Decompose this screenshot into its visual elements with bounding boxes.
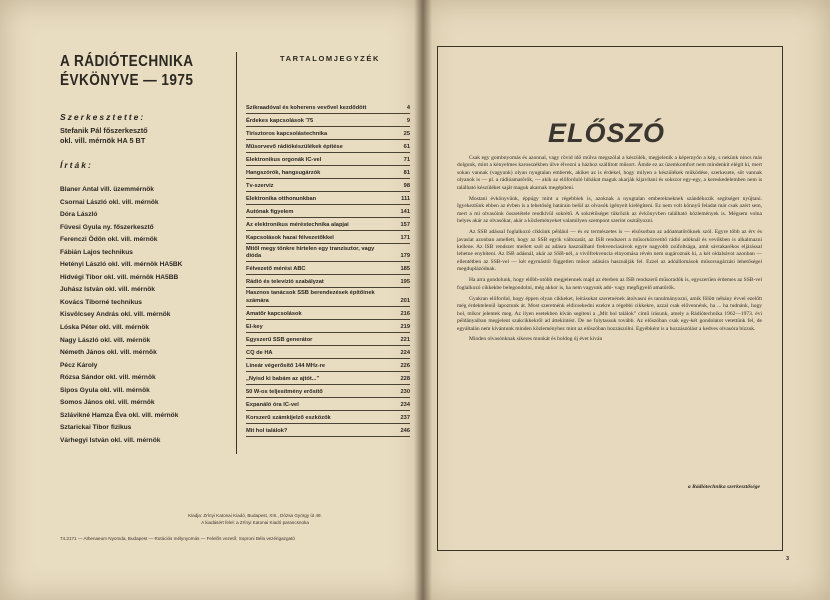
foreword-body — [457, 155, 762, 347]
author-item: Rózsa Sándor okl. vill. mérnök — [60, 374, 156, 382]
toc-entry-title: Hangszórók, hangsugárzók — [246, 169, 321, 176]
editor-line: okl. vill. mérnök HA 5 BT — [60, 136, 146, 145]
toc-entry-title: Korszerű számkijelző eszközök — [246, 414, 331, 421]
toc-entry — [246, 114, 410, 127]
toc-entry-title: Amatőr kapcsolások — [246, 310, 302, 317]
toc-entry-title: Szikraadóval és koherens vevővel kezdődött — [246, 104, 367, 111]
toc-entry-page: 216 — [400, 310, 410, 317]
toc-entry — [246, 244, 410, 262]
author-item: Lóska Péter okl. vill. mérnök — [60, 324, 150, 332]
editor-block — [60, 126, 240, 146]
foreword-paragraph: Csak egy gombnyomás és azonnal, vagy rövid idő múlva megszólal a készülék, megjelenik a képernyőn a kép, s nekünk nincs más dolgunk, mint a kényelmes karosszékben ülve élvezni a házhoz szállított műsort. Ámde ez az üzemkomfort nem mindenkit elégít ki, mert sokan vannak (vagyunk) olyan nyugtalan emberek, akiket az is érdekel, hogy milyen a készülékek működése, szerkezete, sőt vannak olyanok is — pl. a rádióamatőrök, — akik az előforduló hibákat maguk akarják kijavítani és sokszor egy-egy, a kereskedelemben nem is található készüléket saját maguk akarnak megépíteni. — [457, 155, 762, 191]
toc-entry — [246, 320, 410, 333]
toc-entry-title: Félvezető mérési ABC — [246, 266, 306, 273]
toc-entry — [246, 218, 410, 231]
toc-entry-page: 237 — [400, 414, 410, 421]
toc-entry — [246, 346, 410, 359]
toc-entry-page: 195 — [400, 279, 410, 286]
toc-entry-title: Autónak figyelem — [246, 208, 294, 215]
toc-entry-page: 228 — [400, 375, 410, 382]
toc-entry-title: Hasznos tanácsok SSB berendezések építőinek számára — [246, 290, 375, 304]
author-item: Hidvégi Tibor okl. vill. mérnök HA5BB — [60, 273, 179, 281]
toc-entry — [246, 359, 410, 372]
author-item: Sipos Gyula okl. vill. mérnök — [60, 386, 150, 394]
author-item: Pécz Károly — [60, 361, 98, 369]
authors-heading: Írták: — [60, 160, 93, 170]
toc-entry — [246, 385, 410, 398]
toc-entry-title: Érdekes kapcsolások '75 — [246, 117, 314, 124]
toc-entry — [246, 411, 410, 424]
toc-entry-page: 111 — [401, 195, 410, 202]
toc-entry-title: Mitől megy tönkre hirtelen egy tranzisztor, vagy dióda — [246, 246, 375, 260]
foreword-paragraph: Ha arra gondolunk, hogy előbb-utóbb megjelennek majd az éterben az ISB rendszerű műsoradók is, egyszerűen érdemes az SSB-vel foglalkozó cikkekbe belegondolni, még akkor is, ha nem vagyunk adó- vagy megfigyelő amatőrök. — [457, 277, 762, 291]
author-item: Dóra László — [60, 211, 98, 219]
author-item: Somos János okl. vill. mérnök — [60, 399, 155, 407]
toc-entry — [246, 275, 410, 288]
toc-entry-page: 9 — [406, 117, 410, 124]
editor-heading: Szerkesztette: — [60, 112, 146, 122]
toc-entry-page: 234 — [400, 401, 410, 408]
toc-entry-title: „Nyisd ki babám az ajtót...” — [246, 375, 320, 382]
toc-entry-page: 224 — [400, 349, 410, 356]
toc-entry-page: 81 — [403, 169, 410, 176]
toc-entry-page: 219 — [400, 323, 410, 330]
imprint — [60, 512, 410, 542]
author-item: Kovács Tiborné technikus — [60, 298, 142, 306]
toc-entry-page: 226 — [400, 362, 410, 369]
toc-entry-title: El-key — [246, 323, 263, 330]
book-title-line2: ÉVKÖNYVE — 1975 — [60, 72, 194, 89]
toc-entry — [246, 101, 410, 114]
book-title-line1: A RÁDIÓTECHNIKA — [60, 53, 194, 70]
toc-entry-title: Lineár végerősítő 144 MHz-re — [246, 362, 326, 369]
toc-entry-page: 25 — [403, 130, 410, 137]
imprint-printer: 74.2171 — Athenaeum Nyomda, Budapest — Rotációs mélynyomás — Felelős vezető: Soproni Béla vezérigazgató — [60, 536, 295, 541]
toc-entry-title: Expanáló óra IC-vel — [246, 401, 299, 408]
page-number: 3 — [786, 556, 790, 562]
toc-entry-page: 71 — [403, 156, 410, 163]
toc-entry — [246, 288, 410, 306]
imprint-publisher: Kiadja: Zrínyi Katonai Kiadó, Budapest, XIII., Dózsa György út 49. — [188, 513, 322, 518]
toc-entry-page: 141 — [400, 208, 410, 215]
toc-entry-title: Mit hol találok? — [246, 427, 288, 434]
toc-entry — [246, 424, 410, 437]
toc-entry-page: 230 — [400, 388, 410, 395]
toc-entry-page: 4 — [406, 104, 410, 111]
author-item: Szlávikné Hamza Éva okl. vill. mérnök — [60, 411, 179, 419]
toc-entry — [246, 231, 410, 244]
toc-entry-page: 179 — [400, 253, 410, 260]
author-item: Várhegyi István okl. vill. mérnök — [60, 436, 161, 444]
author-item: Nagy László okl. vill. mérnök — [60, 336, 151, 344]
author-item: Hetényi László okl. vill. mérnök HA5BK — [60, 261, 183, 269]
toc-entry — [246, 127, 410, 140]
toc-entry — [246, 398, 410, 411]
toc-entry-title: Műsorvevő rádiókészülékek építése — [246, 143, 343, 150]
imprint-responsible: A kiadásért felel: a Zrínyi Katonai Kiadó parancsnoka — [201, 520, 309, 525]
toc-entry — [246, 179, 410, 192]
toc-entry-title: Elektronikus orgonák IC-vel — [246, 156, 322, 163]
toc-entry-page: 98 — [403, 182, 410, 189]
toc-entry — [246, 372, 410, 385]
author-item: Csornai László okl. vill. mérnök — [60, 198, 159, 206]
toc-entry-page: 61 — [403, 143, 410, 150]
toc-entry-title: Egyszerű SSB generátor — [246, 336, 313, 343]
book-title — [60, 52, 194, 90]
foreword-paragraph: Az SSB adással foglalkozó cikkünk például — és ez természetes is — elsősorban az adóamatőröknek szól. Egyre több az érv és javaslat azonban amellett, hogy az SSB egyik változatát, az ISB rendszert a műsorközvetítő rádió adóknál és vevőkben is alkalmazni kellene. Az ISB rendszer mellett szól az adásra használható frekvenciasávok egyre nagyobb zsúfoltsága, amit sávtakarékos eljárással lehetne enyhíteni. Az ISB adásnál, akár az SSB-nél, a vivőfrekvencia elnyomása révén nem sugároznak ki, a két oldalsávot azonban — ellentétben az SSB-vel — két egymástól független műsor adására használják fel. Ezzel az adóállomások műsorsugárzási lehetőségei megduplázódnak. — [457, 229, 762, 273]
toc-entry-page: 221 — [400, 336, 410, 343]
foreword-paragraph: Mostani évkönyvünk, éppúgy mint a régebbiek is, azoknak a nyugtalan emberekneknek szándékozik segítséget nyújtani. Igyekeztünk ebben az évben is a lehetőség határain belül az olvasók igényeit kielégíteni. Ez nem volt könnyű feladat már csak azért sem, mert a mi olvasóink összetétele rendkívül sokrétű. A sokrétűséget tükrözik az évkönyvben található közlemények is. Mégsem volna helyes akár az olvasókat, akár a közleményeket valamilyen szempont szerint osztályozni. — [457, 195, 762, 225]
author-item: Füvesi Gyula ny. főszerkesztő — [60, 223, 154, 231]
foreword-paragraph: Gyakran előfordul, hogy éppen olyan cikkeket, leírásokat szeretnének átolvasni és tanulmányozni, amik fölött néhány évvel ezelőtt még érdektelenül lapoztunk át. Most szeretnénk eldicsekedni ezekre a régebbi cikkekre, azzal csak elővennénk, ha ... ha tudnánk, hogy hol, mikor jelentek meg. Az ilyen esetekben kíván segíteni a „Mit hol találok” című írásunk, amely a Rádiótechnika 1962—1973. évi példányaiban megjelent szakcikkekről ad áttekintést. De ne folytassuk tovább. Az előszóban csak egy-két gondolatot vetettünk fel, de egyáltalán nem kívántunk minden közleményhez mint az előszóban hozzászólni. Egyébként is a hozzászólást a kedves olvasóra bízzuk. — [457, 295, 762, 332]
toc-entry-title: Rádió és televízió szabályzat — [246, 279, 324, 286]
table-of-contents — [246, 101, 410, 437]
foreword-paragraph: Minden olvasónknak sikeres munkát és boldog új évet kíván — [469, 336, 603, 343]
toc-entry-page: 171 — [400, 234, 410, 241]
toc-entry-title: Tirisztoros kapcsolástechnika — [246, 130, 328, 137]
toc-entry-title: Az elektronikus méréstechnika alapjai — [246, 221, 349, 228]
author-item: Németh János okl. vill. mérnök — [60, 349, 157, 357]
toc-entry — [246, 262, 410, 275]
toc-entry — [246, 333, 410, 346]
author-item: Sztarickai Tibor fizikus — [60, 424, 132, 432]
toc-entry-title: Kapcsolások hazai félvezetőkkel — [246, 234, 334, 241]
foreword-title: ELŐSZÓ — [548, 118, 666, 148]
author-item: Kisvölcsey András okl. vill. mérnök — [60, 311, 171, 319]
toc-entry — [246, 153, 410, 166]
editor-line: Stefanik Pál főszerkesztő — [60, 126, 148, 135]
toc-entry-page: 185 — [400, 266, 410, 273]
toc-entry-title: Elektronika otthonunkban — [246, 195, 317, 202]
toc-entry-title: 50 W-os teljesítmény erősítő — [246, 388, 323, 395]
toc-entry-title: CQ de HA — [246, 349, 273, 356]
toc-entry — [246, 166, 410, 179]
toc-entry — [246, 307, 410, 320]
author-item: Blaner Antal vill. üzemmérnök — [60, 186, 154, 193]
toc-entry — [246, 205, 410, 218]
toc-entry — [246, 192, 410, 205]
author-item: Fábián Lajos technikus — [60, 248, 133, 256]
toc-title: TARTALOMJEGYZÉK — [280, 54, 380, 63]
book-gutter — [414, 0, 432, 600]
foreword-signature: a Rádiótechnika szerkesztősége — [687, 484, 760, 490]
toc-entry-page: 246 — [400, 427, 410, 434]
toc-entry-title: Tv-szerviz — [246, 182, 274, 189]
toc-entry-page: 157 — [400, 221, 410, 228]
toc-entry — [246, 140, 410, 153]
toc-entry-page: 201 — [400, 297, 410, 304]
column-divider — [236, 52, 237, 454]
authors-list — [60, 184, 240, 447]
author-item: Ferenczi Ödön okl. vill. mérnök — [60, 236, 158, 244]
author-item: Juhász István okl. vill. mérnök — [60, 286, 155, 294]
